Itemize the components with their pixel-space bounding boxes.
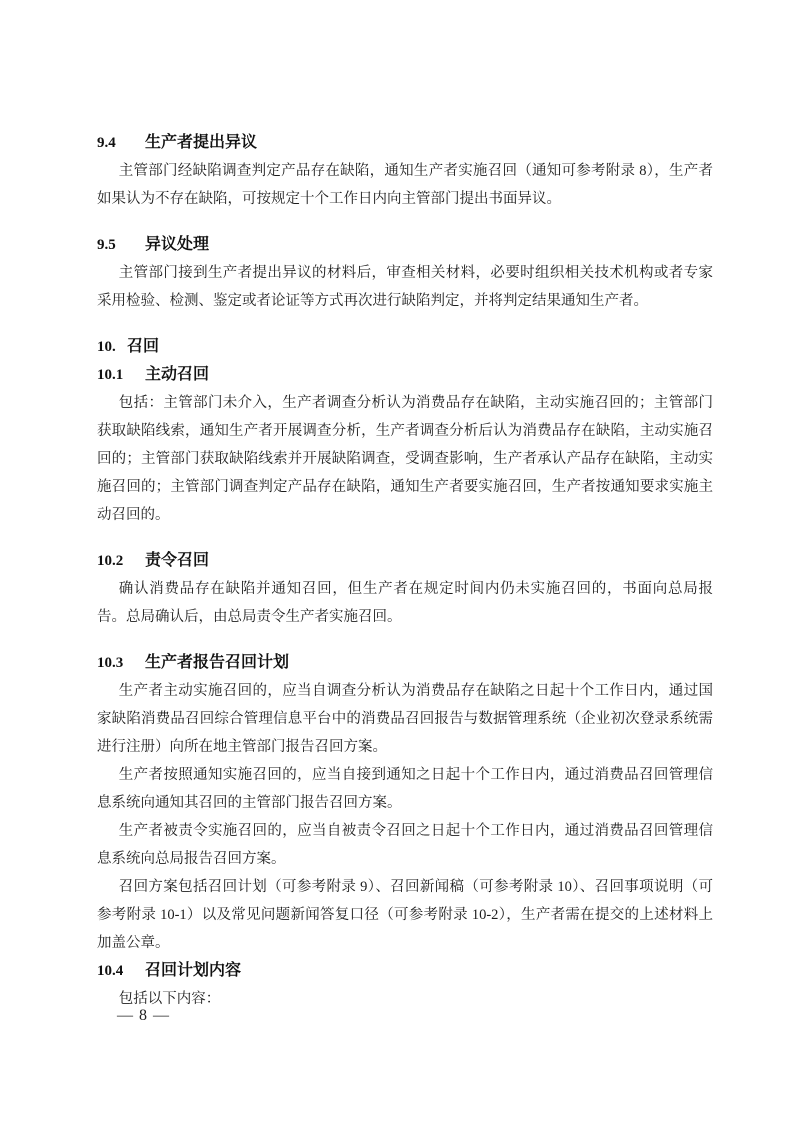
section-title: 召回 [127,338,160,355]
section-title: 异议处理 [145,236,210,253]
section-heading [97,361,713,389]
section-10-2 [97,547,713,631]
section-10-1 [97,361,713,529]
section-number: 10.4 [97,963,124,979]
paragraph: 召回方案包括召回计划（可参考附录 9）、召回新闻稿（可参考附录 10）、召回事项说明（可参考附录 10-1）以及常见问题新闻答复口径（可参考附录 10-2），生产者需在提交的上述材料上加盖公章。 [97,879,713,951]
section-number: 9.5 [97,237,116,253]
paragraph: 生产者按照通知实施召回的，应当自接到通知之日起十个工作日内，通过消费品召回管理信息系统向通知其召回的主管部门报告召回方案。 [97,767,713,811]
section-heading [97,547,713,575]
section-number: 10.2 [97,553,124,569]
section-heading [97,129,713,157]
section-title: 召回计划内容 [145,962,242,979]
section-number: 9.4 [97,135,116,151]
section-10 [97,333,713,361]
section-heading [97,333,713,361]
section-title: 生产者报告召回计划 [145,654,290,671]
section-heading [97,231,713,259]
paragraph: 生产者主动实施召回的，应当自调查分析认为消费品存在缺陷之日起十个工作日内，通过国家缺陷消费品召回综合管理信息平台中的消费品召回报告与数据管理系统（企业初次登录系统需进行注册）向所在地主管部门报告召回方案。 [97,683,713,755]
paragraph: 包括：主管部门未介入，生产者调查分析认为消费品存在缺陷，主动实施召回的；主管部门获取缺陷线索，通知生产者开展调查分析，生产者调查分析后认为消费品存在缺陷，主动实施召回的；主管部门获取缺陷线索并开展缺陷调查，受调查影响，生产者承认产品存在缺陷，主动实施召回的；主管部门调查判定产品存在缺陷，通知生产者要实施召回，生产者按通知要求实施主动召回的。 [97,395,713,523]
paragraph: 主管部门经缺陷调查判定产品存在缺陷，通知生产者实施召回（通知可参考附录 8），生产者如果认为不存在缺陷，可按规定十个工作日内向主管部门提出书面异议。 [97,163,713,207]
section-9-5 [97,231,713,315]
section-number: 10.3 [97,655,124,671]
section-number: 10. [97,339,116,355]
paragraph: 主管部门接到生产者提出异议的材料后，审查相关材料，必要时组织相关技术机构或者专家采用检验、检测、鉴定或者论证等方式再次进行缺陷判定，并将判定结果通知生产者。 [97,265,713,309]
section-9-4 [97,129,713,213]
page-number: — 8 — [117,1007,170,1024]
document-content [97,129,713,1013]
section-title: 责令召回 [145,552,210,569]
section-title: 主动召回 [145,366,210,383]
paragraph: 生产者被责令实施召回的，应当自被责令召回之日起十个工作日内，通过消费品召回管理信息系统向总局报告召回方案。 [97,823,713,867]
section-10-4 [97,957,713,1013]
section-heading [97,957,713,985]
section-10-3 [97,649,713,957]
section-heading [97,649,713,677]
paragraph: 包括以下内容： [118,991,221,1007]
section-number: 10.1 [97,367,124,383]
paragraph: 确认消费品存在缺陷并通知召回，但生产者在规定时间内仍未实施召回的，书面向总局报告。总局确认后，由总局责令生产者实施召回。 [97,581,713,625]
section-title: 生产者提出异议 [145,134,258,151]
